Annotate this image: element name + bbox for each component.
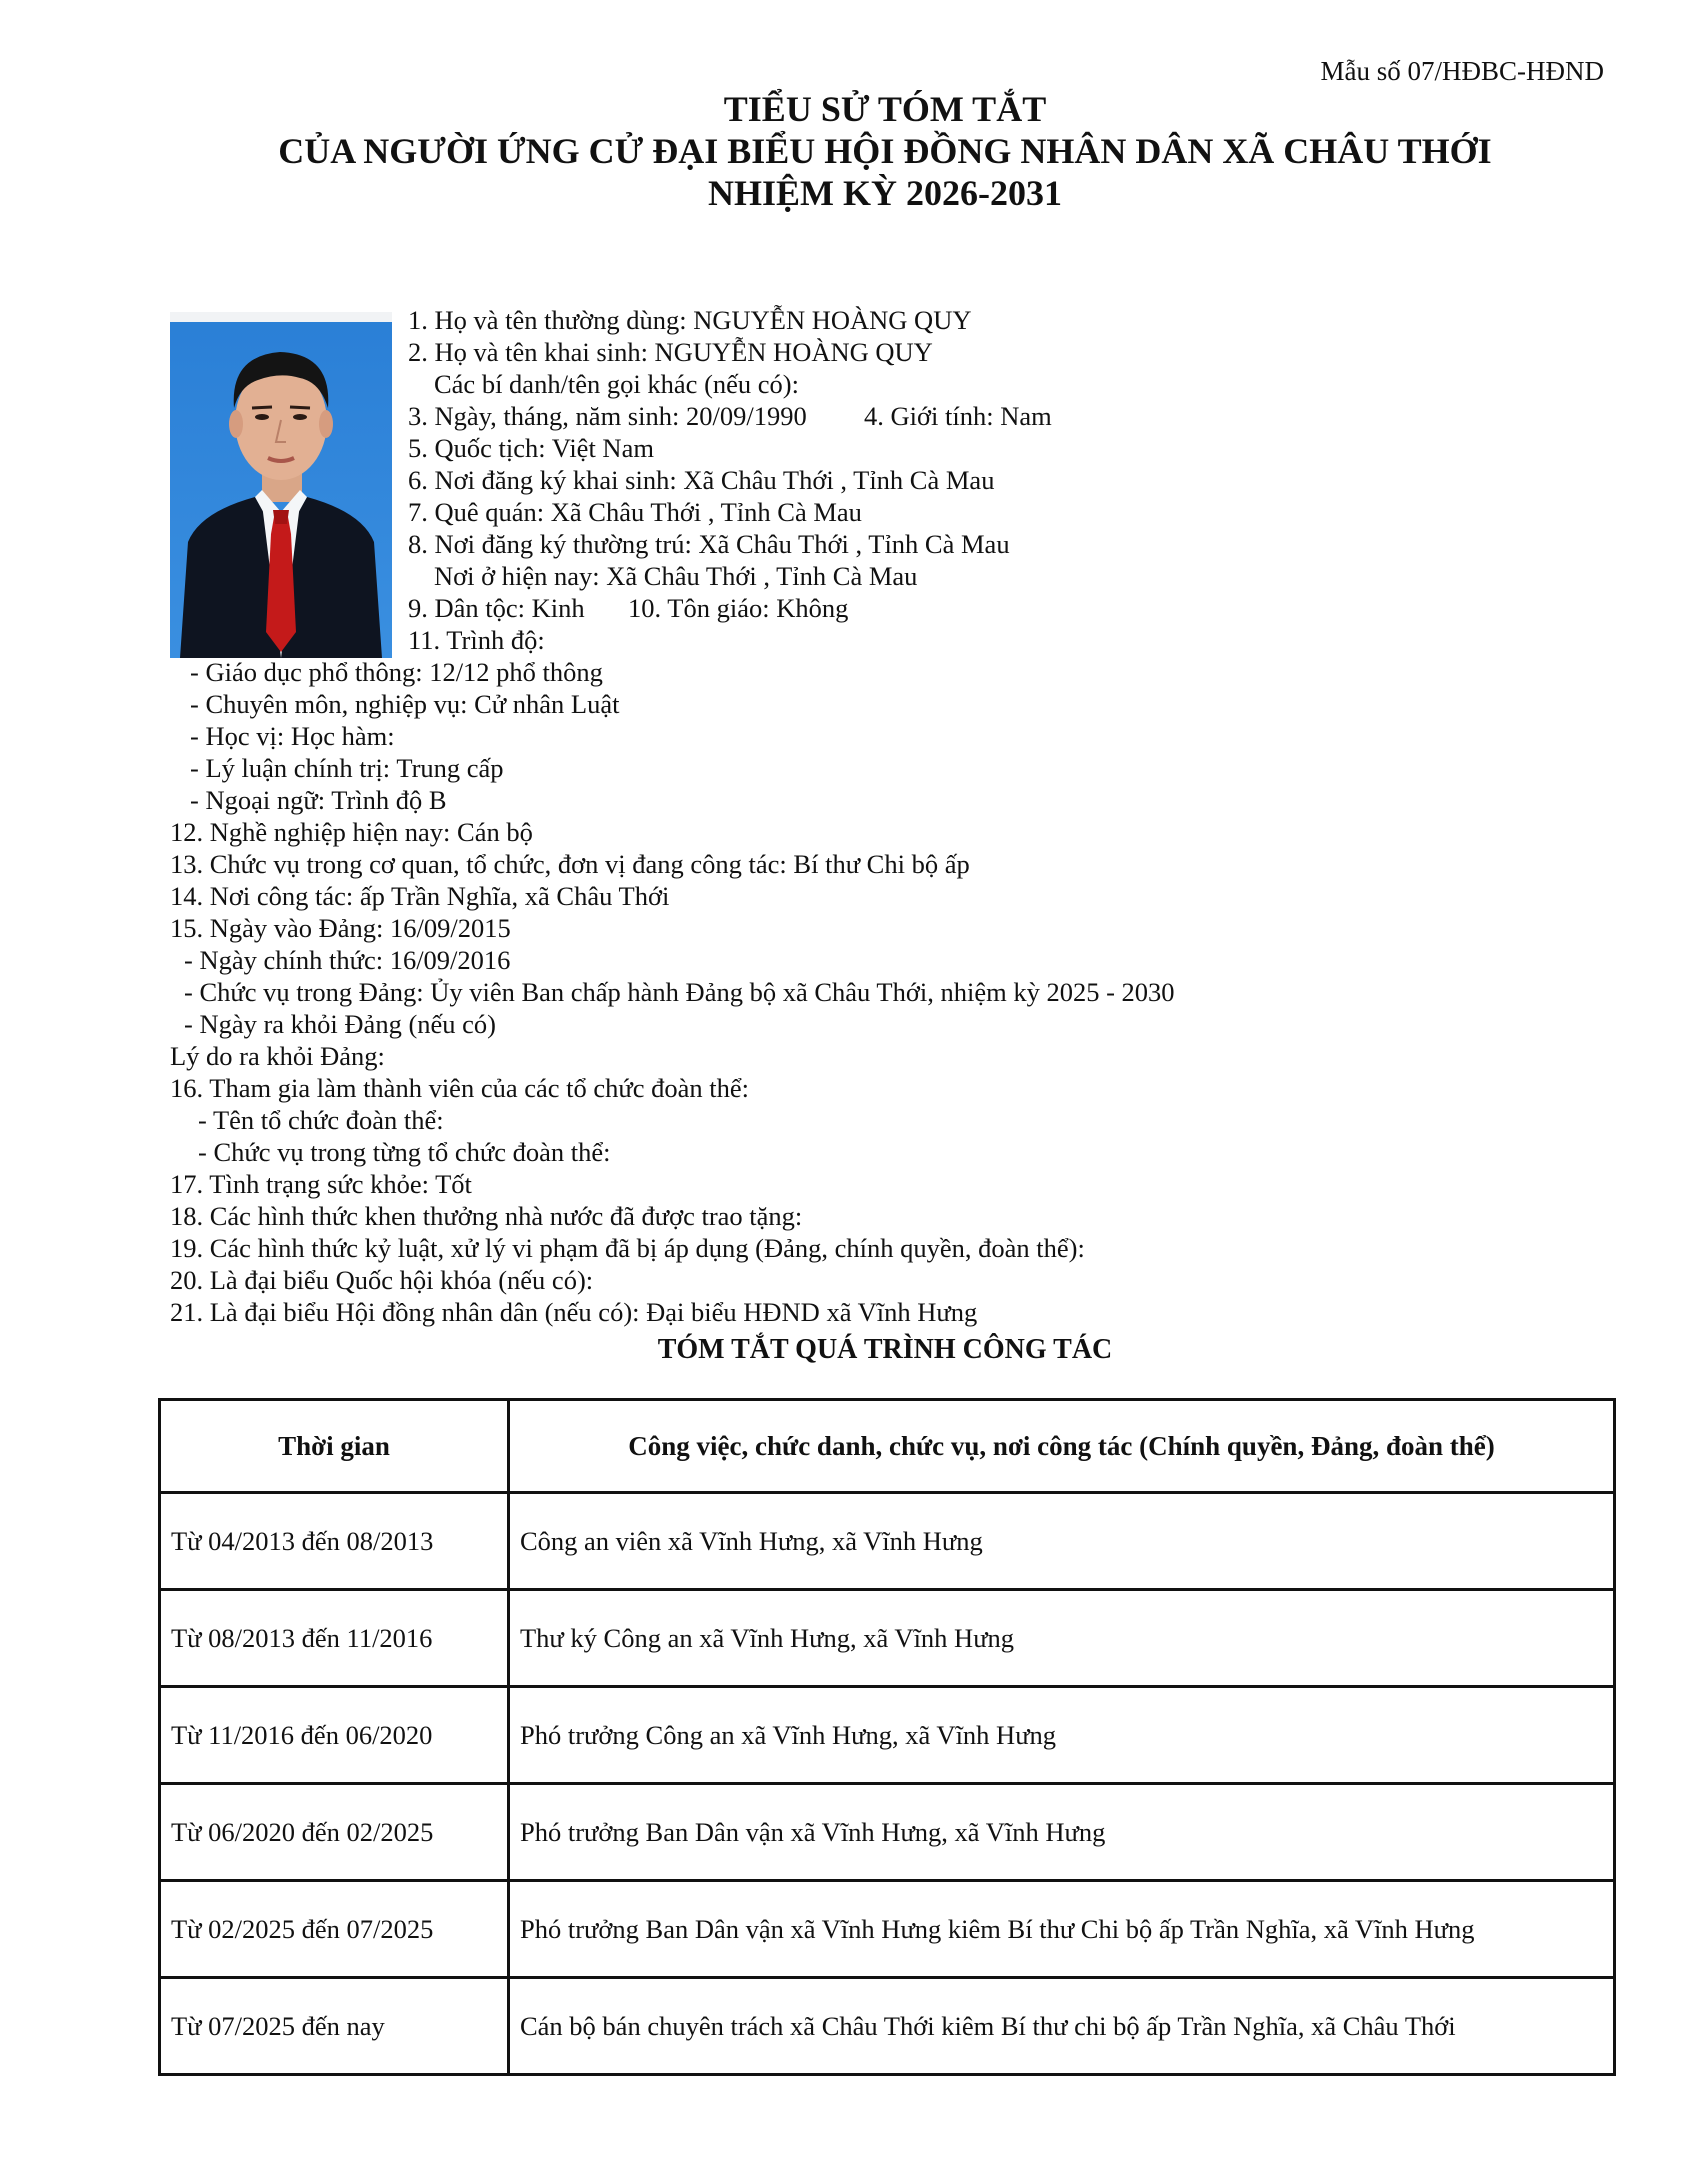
work-history-table	[158, 1398, 1616, 2076]
table-row	[160, 1687, 1615, 1784]
table-row	[160, 1493, 1615, 1590]
cell-duties: Phó trưởng Ban Dân vận xã Vĩnh Hưng kiêm Bí thư Chi bộ ấp Trần Nghĩa, xã Vĩnh Hưng	[509, 1881, 1615, 1978]
cell-time: Từ 06/2020 đến 02/2025	[160, 1784, 509, 1881]
cell-time: Từ 11/2016 đến 06/2020	[160, 1687, 509, 1784]
cell-time: Từ 04/2013 đến 08/2013	[160, 1493, 509, 1590]
field-political-theory: - Lý luận chính trị: Trung cấp	[190, 753, 504, 783]
portrait-photo	[170, 312, 392, 658]
field-common-name: 1. Họ và tên thường dùng: NGUYỄN HOÀNG QUY	[408, 305, 972, 335]
field-specialization: - Chuyên môn, nghiệp vụ: Cử nhân Luật	[190, 689, 620, 719]
title-line-2: CỦA NGƯỜI ỨNG CỬ ĐẠI BIỂU HỘI ĐỒNG NHÂN DÂN XÃ CHÂU THỚI	[278, 131, 1492, 171]
field-party-official-date: - Ngày chính thức: 16/09/2016	[184, 945, 511, 975]
field-party-join-date: 15. Ngày vào Đảng: 16/09/2015	[170, 913, 511, 943]
table-header-row	[160, 1400, 1615, 1493]
field-position: 13. Chức vụ trong cơ quan, tổ chức, đơn vị đang công tác: Bí thư Chi bộ ấp	[170, 849, 970, 879]
field-discipline: 19. Các hình thức kỷ luật, xử lý vi phạm đã bị áp dụng (Đảng, chính quyền, đoàn thể):	[170, 1233, 1085, 1263]
field-current-residence: Nơi ở hiện nay: Xã Châu Thới , Tỉnh Cà Mau	[434, 561, 918, 591]
cell-duties: Cán bộ bán chuyên trách xã Châu Thới kiêm Bí thư chi bộ ấp Trần Nghĩa, xã Châu Thới	[509, 1978, 1615, 2075]
field-gender: 4. Giới tính: Nam	[864, 401, 1052, 431]
title-line-1: TIỂU SỬ TÓM TẮT	[723, 89, 1047, 129]
table-row	[160, 1590, 1615, 1687]
field-party-leave-reason: Lý do ra khỏi Đảng:	[170, 1041, 385, 1071]
table-row	[160, 1784, 1615, 1881]
field-nationality: 5. Quốc tịch: Việt Nam	[408, 433, 654, 463]
field-birth-name: 2. Họ và tên khai sinh: NGUYỄN HOÀNG QUY	[408, 337, 933, 367]
field-workplace: 14. Nơi công tác: ấp Trần Nghĩa, xã Châu Thới	[170, 881, 670, 911]
field-aliases: Các bí danh/tên gọi khác (nếu có):	[434, 369, 799, 399]
field-health: 17. Tình trạng sức khỏe: Tốt	[170, 1169, 472, 1199]
column-header-time: Thời gian	[160, 1400, 509, 1493]
field-peoples-council: 21. Là đại biểu Hội đồng nhân dân (nếu có): Đại biểu HĐND xã Vĩnh Hưng	[170, 1297, 978, 1327]
field-party-position: - Chức vụ trong Đảng: Ủy viên Ban chấp hành Đảng bộ xã Châu Thới, nhiệm kỳ 2025 - 2030	[184, 977, 1175, 1007]
field-general-education: - Giáo dục phổ thông: 12/12 phổ thông	[190, 657, 603, 687]
form-number: Mẫu số 07/HĐBC-HĐND	[1320, 56, 1604, 86]
field-party-leave-date: - Ngày ra khỏi Đảng (nếu có)	[184, 1009, 496, 1039]
table-row	[160, 1978, 1615, 2075]
field-religion: 10. Tôn giáo: Không	[628, 593, 849, 623]
cell-time: Từ 02/2025 đến 07/2025	[160, 1881, 509, 1978]
cell-duties: Phó trưởng Ban Dân vận xã Vĩnh Hưng, xã Vĩnh Hưng	[509, 1784, 1615, 1881]
field-organizations: 16. Tham gia làm thành viên của các tổ chức đoàn thể:	[170, 1073, 750, 1103]
cell-time: Từ 07/2025 đến nay	[160, 1978, 509, 2075]
work-history-title: TÓM TẮT QUÁ TRÌNH CÔNG TÁC	[657, 1334, 1113, 1365]
cell-duties: Phó trưởng Công an xã Vĩnh Hưng, xã Vĩnh Hưng	[509, 1687, 1615, 1784]
field-birth-registration: 6. Nơi đăng ký khai sinh: Xã Châu Thới , Tỉnh Cà Mau	[408, 465, 995, 495]
document-title	[0, 88, 1684, 214]
field-awards: 18. Các hình thức khen thưởng nhà nước đã được trao tặng:	[170, 1201, 803, 1231]
field-national-assembly: 20. Là đại biểu Quốc hội khóa (nếu có):	[170, 1265, 594, 1295]
field-hometown: 7. Quê quán: Xã Châu Thới , Tỉnh Cà Mau	[408, 497, 862, 527]
field-permanent-residence: 8. Nơi đăng ký thường trú: Xã Châu Thới , Tỉnh Cà Mau	[408, 529, 1010, 559]
field-academic-degree: - Học vị: Học hàm:	[190, 721, 395, 751]
cell-time: Từ 08/2013 đến 11/2016	[160, 1590, 509, 1687]
field-organization-position: - Chức vụ trong từng tổ chức đoàn thể:	[198, 1137, 611, 1167]
column-header-duties: Công việc, chức danh, chức vụ, nơi công tác (Chính quyền, Đảng, đoàn thể)	[509, 1400, 1615, 1493]
cell-duties: Công an viên xã Vĩnh Hưng, xã Vĩnh Hưng	[509, 1493, 1615, 1590]
field-foreign-language: - Ngoại ngữ: Trình độ B	[190, 785, 447, 815]
field-occupation: 12. Nghề nghiệp hiện nay: Cán bộ	[170, 817, 533, 847]
field-education: 11. Trình độ:	[408, 625, 545, 655]
field-organization-name: - Tên tổ chức đoàn thể:	[198, 1105, 444, 1135]
table-row	[160, 1881, 1615, 1978]
title-line-3: NHIỆM KỲ 2026-2031	[708, 173, 1062, 213]
field-ethnicity: 9. Dân tộc: Kinh	[408, 593, 585, 623]
field-birth-date: 3. Ngày, tháng, năm sinh: 20/09/1990	[408, 401, 807, 431]
cell-duties: Thư ký Công an xã Vĩnh Hưng, xã Vĩnh Hưng	[509, 1590, 1615, 1687]
